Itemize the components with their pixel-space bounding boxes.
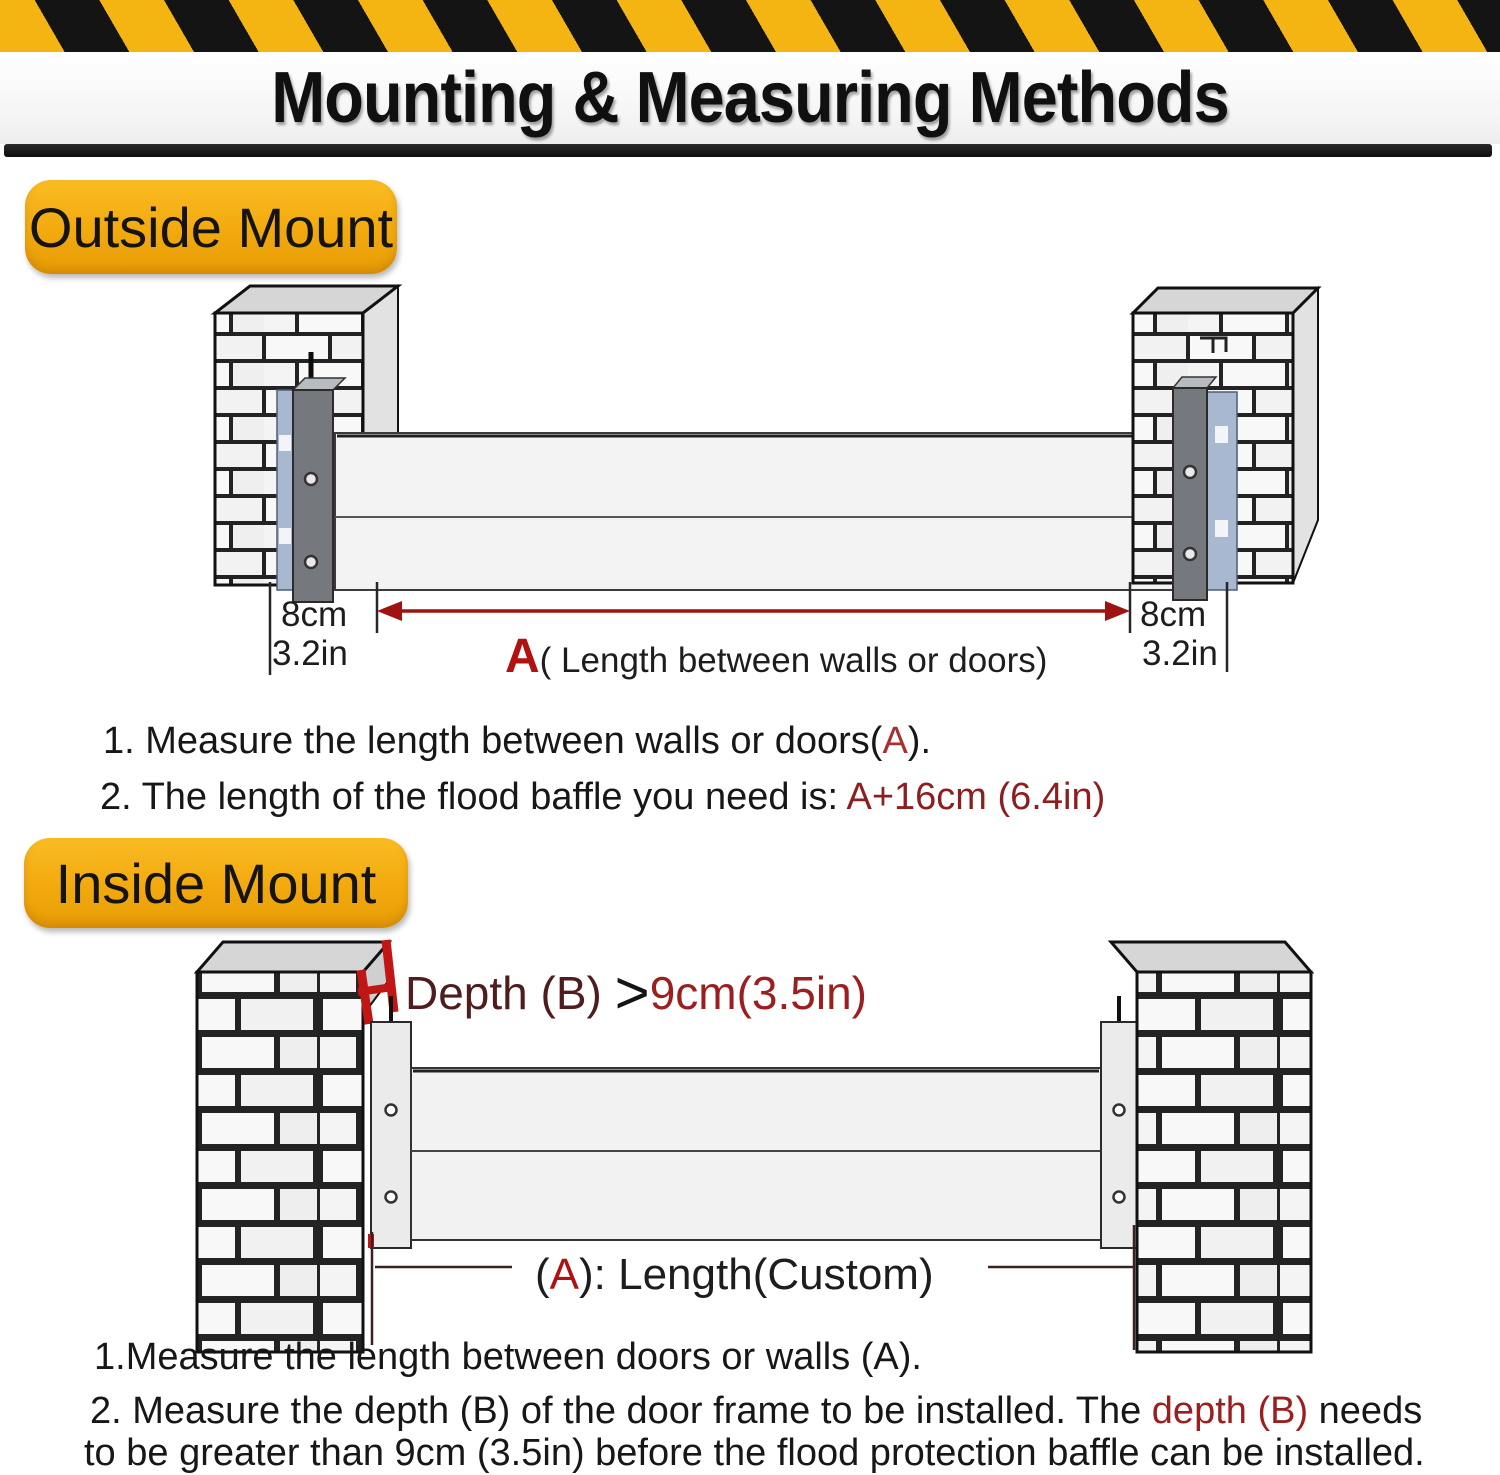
inside-mount-badge-label: Inside Mount [55, 851, 377, 915]
inside-length-label [535, 1250, 934, 1300]
outside-step-1 [103, 720, 931, 764]
outside-right-bracket [1173, 376, 1237, 600]
inside-mount-badge [24, 838, 408, 928]
screw-icon [386, 1105, 397, 1116]
outside-right-in-label: 3.2in [1142, 634, 1218, 673]
depth-label-text: Depth (B) [405, 967, 615, 1019]
screw-icon [386, 1192, 397, 1203]
outside-step-1-red: A [882, 720, 908, 762]
outside-right-cm-label: 8cm [1140, 595, 1207, 634]
outside-flood-barrier [335, 433, 1173, 590]
inside-step-2-line1 [90, 1390, 1422, 1434]
depth-label [405, 958, 867, 1027]
inside-right-pillar [1111, 942, 1311, 1352]
screw-icon [1114, 1105, 1125, 1116]
inside-step-2-text: 2. Measure the depth (B) of the door frame to be installed. The [90, 1390, 1152, 1432]
screw-icon [305, 473, 317, 485]
outside-span-label [505, 629, 1047, 684]
page-title: Mounting & Measuring Methods [271, 58, 1229, 138]
outside-step-1-end: ). [907, 720, 932, 762]
depth-value: 9cm(3.5in) [649, 967, 867, 1019]
inside-left-channel [368, 996, 411, 1248]
inside-length-pre: ( [535, 1250, 550, 1299]
outside-left-cm-label: 8cm [281, 595, 348, 634]
outside-left-in-label: 3.2in [272, 634, 348, 673]
inside-length-A: A [549, 1250, 580, 1299]
inside-step-1: 1.Measure the length between doors or walls (A). [94, 1336, 922, 1378]
inside-length-text: ): Length(Custom) [579, 1250, 934, 1299]
outside-mount-badge-label: Outside Mount [28, 195, 394, 259]
outside-step-2 [100, 776, 1105, 820]
length-A-text: ( Length between walls or doors) [539, 641, 1048, 680]
outside-step-2-text: 2. The length of the flood baffle you need is: [100, 776, 847, 818]
outside-step-2-red: A+16cm (6.4in) [846, 776, 1106, 818]
screw-icon [1184, 466, 1196, 478]
inside-step-2-line2: to be greater than 9cm (3.5in) before the flood protection baffle can be installed. [84, 1432, 1425, 1474]
greater-than-sign: > [614, 959, 650, 1026]
inside-right-channel [1101, 996, 1137, 1248]
outside-mount-badge [25, 180, 397, 274]
inside-step-2-red: depth (B) [1151, 1390, 1309, 1432]
outside-mount-diagram [0, 280, 1500, 680]
inside-left-pillar [197, 942, 389, 1352]
screw-icon [1114, 1192, 1125, 1203]
title-divider-bar [4, 144, 1492, 157]
inside-flood-barrier [411, 1068, 1101, 1240]
title-band [0, 52, 1500, 144]
inside-step-2-end: needs [1308, 1390, 1423, 1432]
screw-icon [305, 556, 317, 568]
length-A-letter: A [505, 630, 540, 683]
outside-step-1-text: 1. Measure the length between walls or doors( [103, 720, 883, 762]
caution-tape-banner [0, 0, 1500, 52]
screw-icon [1184, 548, 1196, 560]
measure-arrow-icon [377, 601, 1130, 621]
